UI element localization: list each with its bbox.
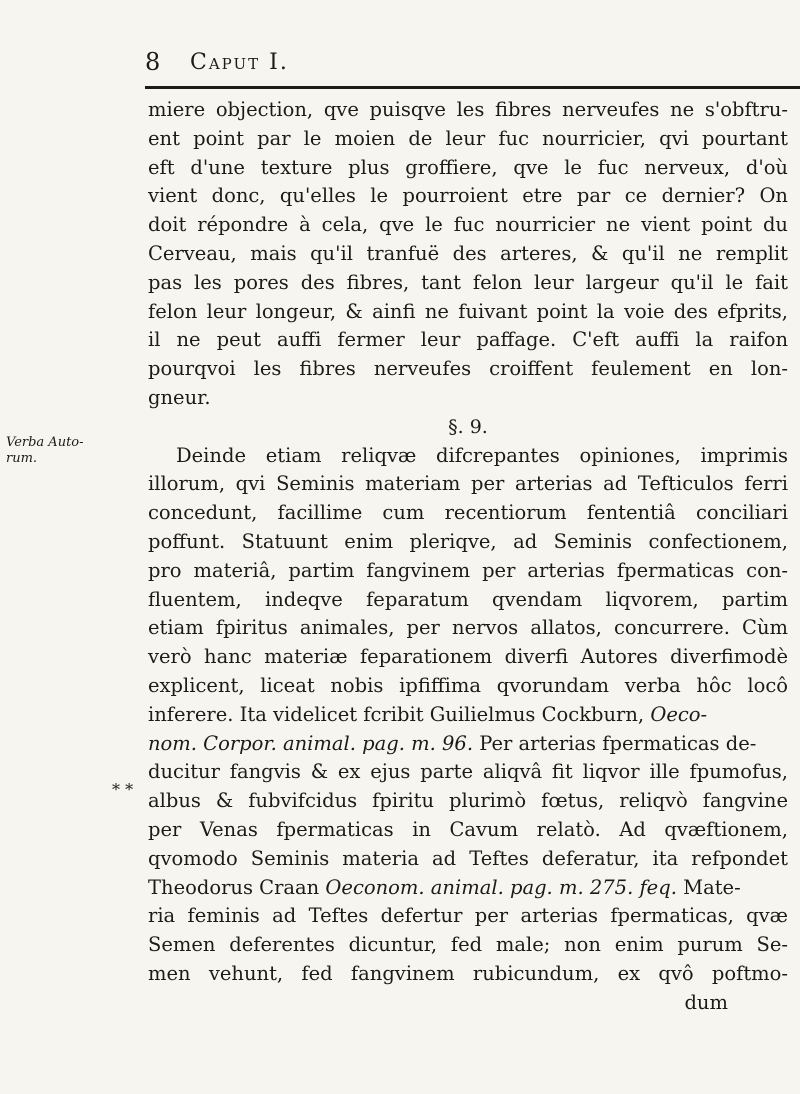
running-head: Caput I.: [190, 50, 289, 75]
text-line: Semen deferentes dicuntur, fed male; non enim purum Se-: [148, 933, 788, 957]
text-line: ent point par le moien de leur fuc nourricier, qvi pourtant: [148, 126, 788, 150]
text-segment: Theodorus Craan: [148, 875, 320, 899]
text-line: Cerveau, mais qu'il tranfuë des arteres, & qu'il ne remplit: [148, 241, 788, 265]
text-line: [148, 874, 788, 903]
text-segment: Per arterias fpermaticas de-: [479, 731, 757, 755]
text-line: fluentem, indeqve feparatum qvendam liqvorem, partim: [148, 587, 788, 611]
margin-note: [6, 435, 96, 467]
text-line: poffunt. Statuunt enim pleriqve, ad Seminis confectionem,: [148, 529, 788, 553]
text-line: felon leur longeur, & ainfi ne fuivant point la voie des efprits,: [148, 299, 788, 323]
catchword: dum: [684, 990, 728, 1014]
text-line: etiam fpiritus animales, per nervos allatos, concurrere. Cùm: [148, 616, 788, 640]
italic-reference: Oeconom. animal. pag. m. 275. feq.: [325, 875, 677, 899]
margin-note-line-2: rum.: [6, 451, 38, 466]
text-line: explicent, liceat nobis ipfiffima qvorundam verba hôc locô: [148, 673, 788, 697]
text-line: illorum, qvi Seminis materiam per arterias ad Tefticulos ferri: [148, 472, 788, 496]
text-line: gneur.: [148, 385, 211, 409]
text-line: men vehunt, fed fangvinem rubicundum, ex qvô poftmo-: [148, 961, 788, 985]
text-line: pourqvoi les fibres nerveufes croiffent feulement en lon-: [148, 357, 788, 381]
text-segment: Mate-: [683, 875, 741, 899]
text-line: Deinde etiam reliqvæ difcrepantes opiniones, imprimis: [176, 443, 788, 467]
text-line: pro materiâ, partim fangvinem per arterias fpermaticas con-: [148, 558, 788, 582]
section-number: §. 9.: [448, 415, 488, 438]
margin-note-line-1: Verba Auto-: [6, 435, 84, 450]
text-line: doit répondre à cela, qve le fuc nourricier ne vient point du: [148, 213, 788, 237]
text-line: vient donc, qu'elles le pourroient etre par ce dernier? On: [148, 184, 788, 208]
text-line: albus & fubvifcidus fpiritu plurimò fœtus, reliqvò fangvine: [148, 789, 788, 813]
text-line: ria feminis ad Teftes defertur per arterias fpermaticas, qvæ: [148, 904, 788, 928]
text-line: [148, 701, 788, 730]
text-line: verò hanc materiæ feparationem diverfi Autores diverfimodè: [148, 645, 788, 669]
text-line: pas les pores des fibres, tant felon leur largeur qu'il le fait: [148, 270, 788, 294]
text-line: per Venas fpermaticas in Cavum relatò. Ad qvæftionem,: [148, 817, 788, 841]
page-header: [145, 38, 745, 80]
text-line: ducitur fangvis & ex ejus parte aliqvâ fit liqvor ille fpumofus,: [148, 760, 788, 784]
header-rule: [145, 86, 800, 89]
margin-asterisks: * *: [112, 780, 134, 799]
italic-reference: nom. Corpor. animal. pag. m. 96.: [148, 731, 474, 755]
text-line: [148, 730, 788, 759]
italic-reference: Oeco-: [650, 702, 708, 726]
text-line: il ne peut auffi fermer leur paffage. C'eft auffi la raifon: [148, 328, 788, 352]
text-line: miere objection, qve puisqve les fibres nerveufes ne s'obftru-: [148, 98, 788, 121]
page-number: 8: [145, 48, 161, 76]
text-line: qvomodo Seminis materia ad Teftes deferatur, ita refpondet: [148, 846, 788, 870]
text-segment: inferere. Ita videlicet fcribit Guilielmus Cockburn,: [148, 702, 645, 726]
text-line: eft d'une texture plus groffiere, qve le fuc nerveux, d'où: [148, 155, 788, 179]
body-text: [148, 96, 788, 1018]
text-line: concedunt, facillime cum recentiorum fententiâ conciliari: [148, 501, 788, 525]
